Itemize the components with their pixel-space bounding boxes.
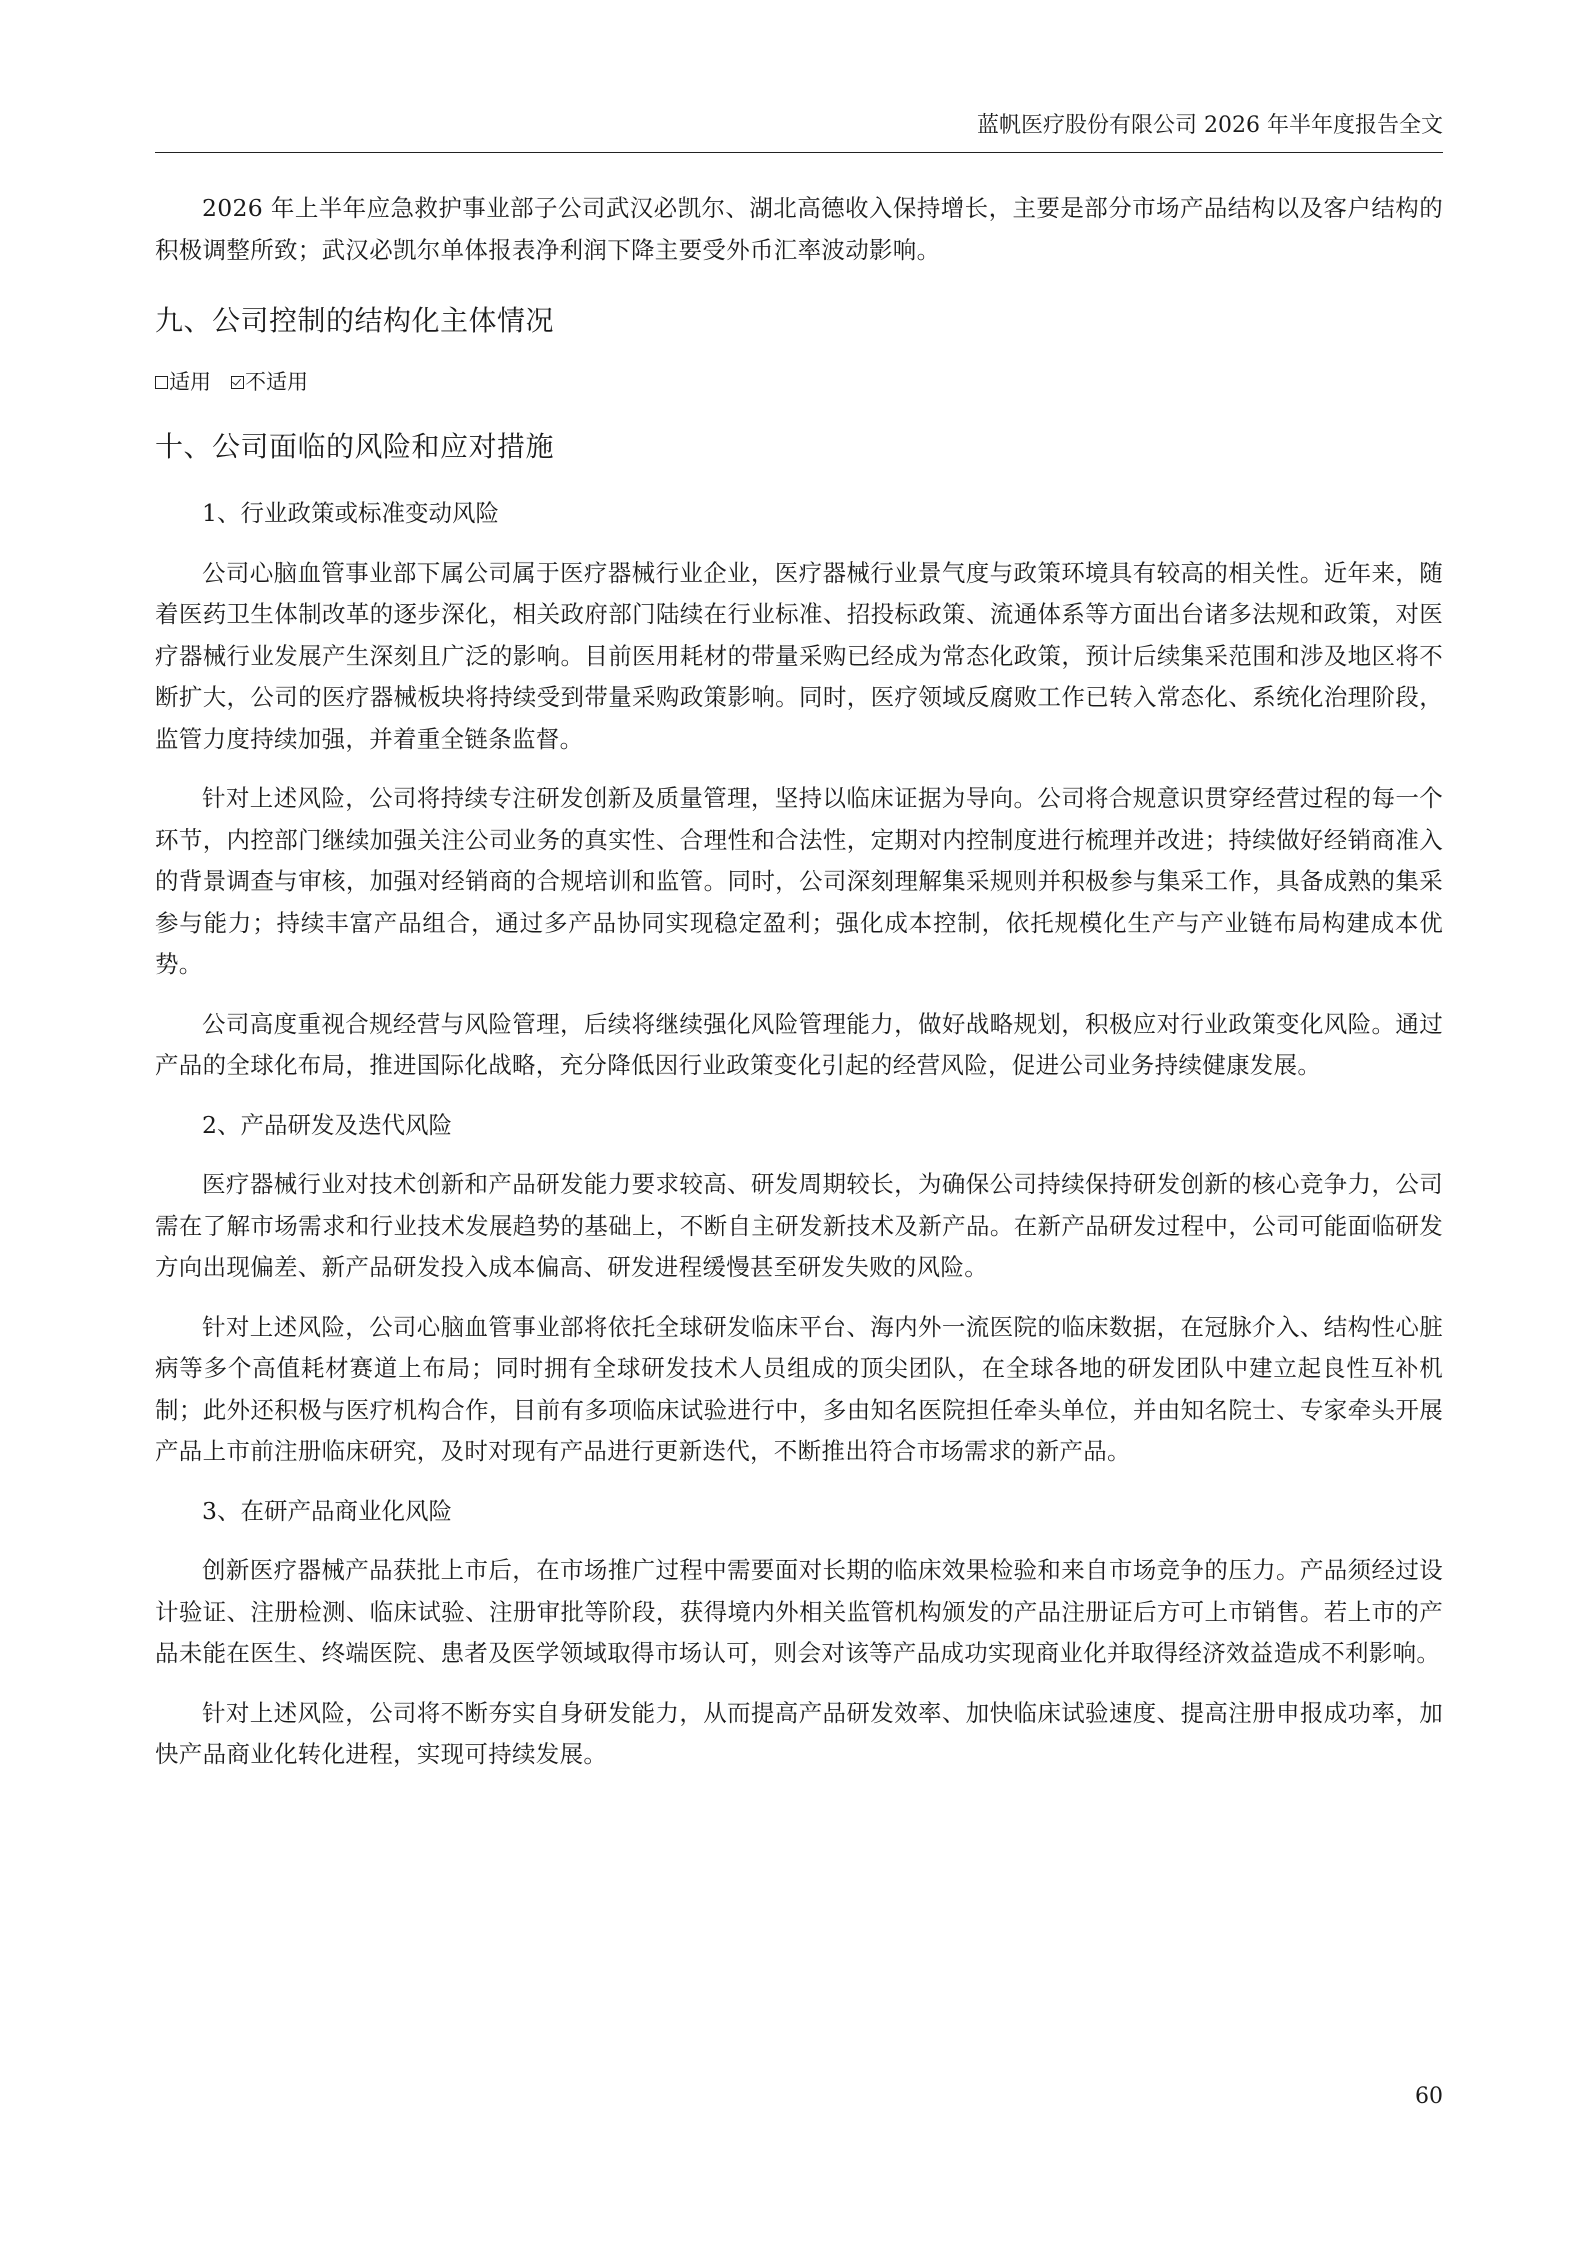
risk-2-title: 2、产品研发及迭代风险	[202, 1110, 452, 1139]
page-header	[155, 110, 1443, 153]
page-content	[155, 188, 1443, 1794]
risk-1-paragraph: 公司心脑血管事业部下属公司属于医疗器械行业企业，医疗器械行业景气度与政策环境具有较高的相关性。近年来，随着医药卫生体制改革的逐步深化，相关政府部门陆续在行业标准、招投标政策、流通体系等方面出台诸多法规和政策，对医疗器械行业发展产生深刻且广泛的影响。目前医用耗材的带量采购已经成为常态化政策，预计后续集采范围和涉及地区将不断扩大，公司的医疗器械板块将持续受到带量采购政策影响。同时，医疗领域反腐败工作已转入常态化、系统化治理阶段，监管力度持续加强，并着重全链条监督。	[155, 558, 1443, 753]
page-number: 60	[1415, 2084, 1443, 2109]
section-10-heading: 十、公司面临的风险和应对措施	[155, 430, 555, 463]
applicable-label: 适用	[169, 370, 211, 394]
risk-1-paragraph: 针对上述风险，公司将持续专注研发创新及质量管理，坚持以临床证据为导向。公司将合规意识贯穿经营过程的每一个环节，内控部门继续加强关注公司业务的真实性、合理性和合法性，定期对内控制度进行梳理并改进；持续做好经销商准入的背景调查与审核，加强对经销商的合规培训和监管。同时，公司深刻理解集采规则并积极参与集采工作，具备成熟的集采参与能力；持续丰富产品组合，通过多产品协同实现稳定盈利；强化成本控制，依托规模化生产与产业链布局构建成本优势。	[155, 784, 1443, 978]
not-applicable-checkbox	[231, 376, 244, 389]
intro-paragraph: 2026 年上半年应急救护事业部子公司武汉必凯尔、湖北高德收入保持增长，主要是部分市场产品结构以及客户结构的积极调整所致；武汉必凯尔单体报表净利润下降主要受外币汇率波动影响。	[155, 194, 1443, 264]
risk-2-paragraph: 针对上述风险，公司心脑血管事业部将依托全球研发临床平台、海内外一流医院的临床数据，在冠脉介入、结构性心脏病等多个高值耗材赛道上布局；同时拥有全球研发技术人员组成的顶尖团队，在全球各地的研发团队中建立起良性互补机制；此外还积极与医疗机构合作，目前有多项临床试验进行中，多由知名医院担任牵头单位，并由知名院士、专家牵头开展产品上市前注册临床研究，及时对现有产品进行更新迭代，不断推出符合市场需求的新产品。	[155, 1312, 1443, 1465]
risk-3-paragraph: 针对上述风险，公司将不断夯实自身研发能力，从而提高产品研发效率、加快临床试验速度、提高注册申报成功率，加快产品商业化转化进程，实现可持续发展。	[155, 1698, 1443, 1768]
applicable-checkbox	[155, 376, 168, 389]
risk-2-paragraph: 医疗器械行业对技术创新和产品研发能力要求较高、研发周期较长，为确保公司持续保持研发创新的核心竞争力，公司需在了解市场需求和行业技术发展趋势的基础上，不断自主研发新技术及新产品。在新产品研发过程中，公司可能面临研发方向出现偏差、新产品研发投入成本偏高、研发进程缓慢甚至研发失败的风险。	[155, 1170, 1443, 1281]
applicability-options	[155, 367, 1443, 397]
option-applicable	[155, 367, 211, 397]
risk-1-title: 1、行业政策或标准变动风险	[202, 499, 499, 527]
risk-3-paragraph: 创新医疗器械产品获批上市后，在市场推广过程中需要面对长期的临床效果检验和来自市场竞争的压力。产品须经过设计验证、注册检测、临床试验、注册审批等阶段，获得境内外相关监管机构颁发的产品注册证后方可上市销售。若上市的产品未能在医生、终端医院、患者及医学领域取得市场认可，则会对该等产品成功实现商业化并取得经济效益造成不利影响。	[155, 1556, 1443, 1667]
section-9-heading: 九、公司控制的结构化主体情况	[155, 304, 555, 337]
header-title: 蓝帆医疗股份有限公司 2026 年半年度报告全文	[977, 113, 1443, 138]
risk-3-title: 3、在研产品商业化风险	[202, 1496, 452, 1525]
option-not-applicable	[231, 367, 308, 397]
not-applicable-label: 不适用	[245, 370, 308, 394]
risk-1-paragraph: 公司高度重视合规经营与风险管理，后续将继续强化风险管理能力，做好战略规划，积极应对行业政策变化风险。通过产品的全球化布局，推进国际化战略，充分降低因行业政策变化引起的经营风险，促进公司业务持续健康发展。	[155, 1009, 1443, 1079]
